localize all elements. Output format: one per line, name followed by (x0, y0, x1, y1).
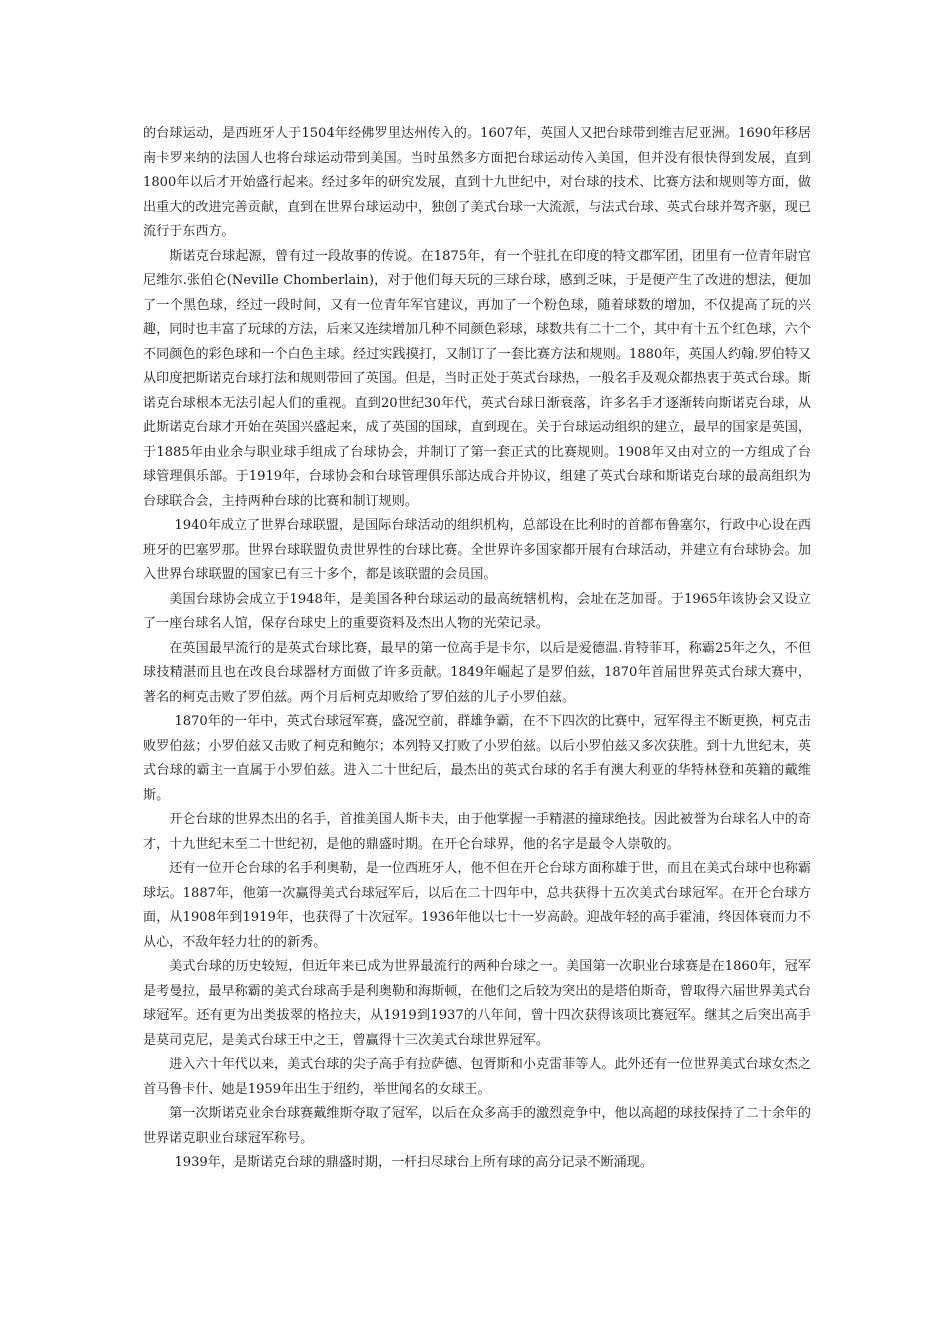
paragraph-4: 美国台球协会成立于1948年，是美国各种台球运动的最高统辖机构，会址在芝加哥。于1965年该协会又设立了一座台球名人馆，保存台球史上的重要资料及杰出人物的光荣记录。 (143, 591, 811, 631)
paragraph-12: 1939年，是斯诺克台球的鼎盛时期，一杆扫尽球台上所有球的高分记录不断涌现。 (174, 1155, 653, 1170)
paragraph-3: 1940年成立了世界台球联盟，是国际台球活动的组织机构，总部设在比利时的首都布鲁塞尔，行政中心设在西班牙的巴塞罗那。世界台球联盟负责世界性的台球比赛。全世界许多国家都开展有台球活动，并建立有台球协会。加入世界台球联盟的国家已有三十多个，都是该联盟的会员国。 (143, 518, 811, 582)
document-body (143, 122, 811, 1176)
paragraph-9: 美式台球的历史较短，但近年来已成为世界最流行的两种台球之一。美国第一次职业台球赛是在1860年，冠军是考曼拉，最早称霸的美式台球高手是利奥勒和海斯顿，在他们之后较为突出的是塔伯斯奇，曾取得六届世界美式台球冠军。还有更为出类拔翠的格拉夫，从1919到1937的八年间，曾十四次获得该项比赛冠军。继其之后突出高手是莫司克尼，是美式台球王中之王，曾赢得十三次美式台球世界冠军。 (143, 959, 811, 1048)
paragraph-11: 第一次斯诺克业余台球赛戴维斯夺取了冠军，以后在众多高手的激烈竞争中，他以高超的球技保持了二十余年的世界诺克职业台球冠军称号。 (143, 1106, 811, 1146)
paragraph-5: 在英国最早流行的是英式台球比赛，最早的第一位高手是卡尔，以后是爱德温.肯特菲耳，称霸25年之久，不但球技精湛而且也在改良台球器材方面做了许多贡献。1849年崛起了是罗伯兹，1870年首届世界英式台球大赛中，著名的柯克击败了罗伯兹。两个月后柯克却败给了罗伯兹的儿子小罗伯兹。 (143, 640, 811, 705)
paragraph-7: 开仑台球的世界杰出的名手，首推美国人斯卡夫，由于他掌握一手精湛的撞球绝技。因此被誉为台球名人中的奇才，十九世纪末至二十世纪初，是他的鼎盛时期。在开仑台球界，他的名字是最令人崇敬的。 (143, 812, 811, 852)
paragraph-8: 还有一位开仑台球的名手利奥勒，是一位西班牙人，他不但在开仑台球方面称雄于世，而且在美式台球中也称霸球坛。1887年，他第一次赢得美式台球冠军后，以后在二十四年中，总共获得十五次美式台球冠军。在开仑台球方面，从1908年到1919年，也获得了十次冠军。1936年他以七十一岁高龄。迎战年轻的高手霍浦，终因体衰而力不从心，不敌年轻力壮的的新秀。 (143, 861, 811, 950)
paragraph-10: 进入六十年代以来，美式台球的尖子高手有拉萨德、包胥斯和小克雷菲等人。此外还有一位世界美式台球女杰之首马鲁卡什、她是1959年出生于纽约，举世闻名的女球王。 (143, 1057, 811, 1097)
paragraph-6: 1870年的一年中，英式台球冠军赛，盛况空前，群雄争霸，在不下四次的比赛中，冠军得主不断更换，柯克击败罗伯兹；小罗伯兹又击败了柯克和鲍尔；本列特又打败了小罗伯兹。以后小罗伯兹又多次获胜。到十九世纪末，英式台球的霸主一直属于小罗伯兹。进入二十世纪后，最杰出的英式台球的名手有澳大利亚的华特林登和英籍的戴维斯。 (143, 714, 811, 803)
paragraph-1: 的台球运动，是西班牙人于1504年经佛罗里达州传入的。1607年，英国人又把台球带到维吉尼亚洲。1690年移居南卡罗来纳的法国人也将台球运动带到美国。当时虽然多方面把台球运动传入美国，但并没有很快得到发展，直到1800年以后才开始盛行起来。经过多年的研究发展，直到十九世纪中，对台球的技术、比赛方法和规则等方面，做出重大的改进完善贡献，直到在世界台球运动中，独创了美式台球一大流派，与法式台球、英式台球并驾齐驱，现已流行于东西方。 (143, 126, 811, 239)
paragraph-2: 斯诺克台球起源，曾有过一段故事的传说。在1875年，有一个驻扎在印度的特文郡军团，团里有一位青年尉官尼维尔.张伯仑(Neville Chomberlain)，对于他们每天玩的三球台球，感到乏味，于是便产生了改进的想法，便加了一个黑色球，经过一段时间，又有一位青年军官建议，再加了一个粉色球，随着球数的增加，不仅提高了玩的兴趣，同时也丰富了玩球的方法，后来又连续增加几种不同颜色彩球，球数共有二十二个，其中有十五个红色球，六个不同颜色的彩色球和一个白色主球。经过实践摸打，又制订了一套比赛方法和规则。1880年，英国人约翰.罗伯特又从印度把斯诺克台球打法和规则带回了英国。但是，当时正处于英式台球热，一般名手及观众都热衷于英式台球。斯诺克台球根本无法引起人们的重视。直到20世纪30年代，英式台球日渐衰落，许多名手才逐渐转向斯诺克台球，从此斯诺克台球才开始在英国兴盛起来，成了英国的国球，直到现在。关于台球运动组织的建立，最早的国家是英国，于1885年由业余与职业球手组成了台球协会，并制订了第一套正式的比赛规则。1908年又由对立的一方组成了台球管理俱乐部。于1919年，台球协会和台球管理俱乐部达成合并协议，组建了英式台球和斯诺克台球的最高组织为台球联合会，主持两种台球的比赛和制订规则。 (143, 248, 811, 509)
